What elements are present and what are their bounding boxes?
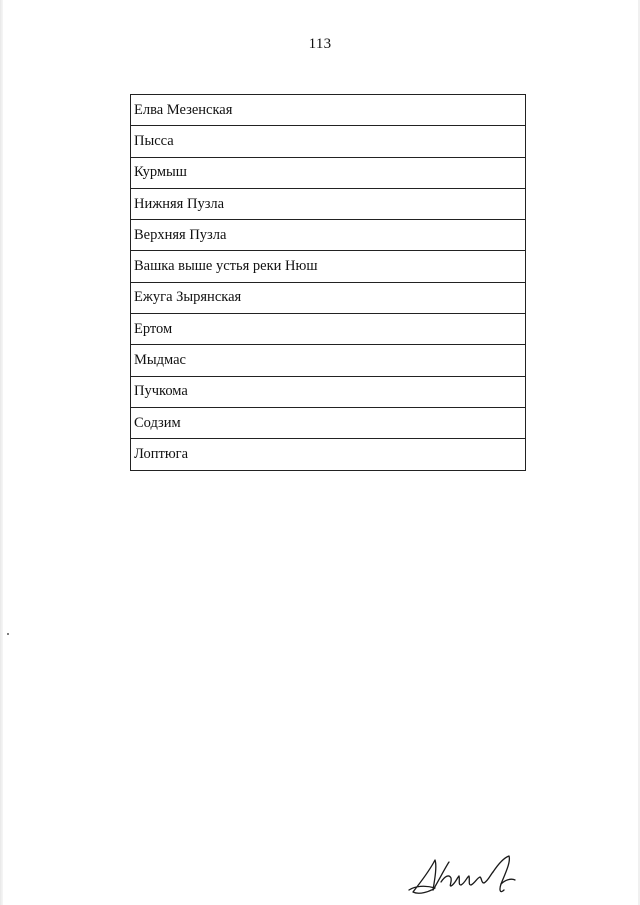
- table-row: Ежуга Зырянская: [131, 283, 525, 314]
- table-row: Елва Мезенская: [131, 95, 525, 126]
- table-row: Пучкома: [131, 377, 525, 408]
- scan-speck: [7, 633, 9, 635]
- table-row: Лоптюга: [131, 439, 525, 470]
- table-row: Верхняя Пузла: [131, 220, 525, 251]
- table-row: Курмыш: [131, 158, 525, 189]
- page-number: 113: [308, 36, 332, 52]
- table-row: Мыдмас: [131, 345, 525, 376]
- table-row: Ертом: [131, 314, 525, 345]
- place-table: [130, 94, 526, 471]
- table-row: Пысса: [131, 126, 525, 157]
- table-row: Вашка выше устья реки Нюш: [131, 251, 525, 282]
- table-row: Нижняя Пузла: [131, 189, 525, 220]
- handwritten-signature: [405, 852, 530, 902]
- scan-edge-left: [0, 0, 3, 905]
- table-row: Содзим: [131, 408, 525, 439]
